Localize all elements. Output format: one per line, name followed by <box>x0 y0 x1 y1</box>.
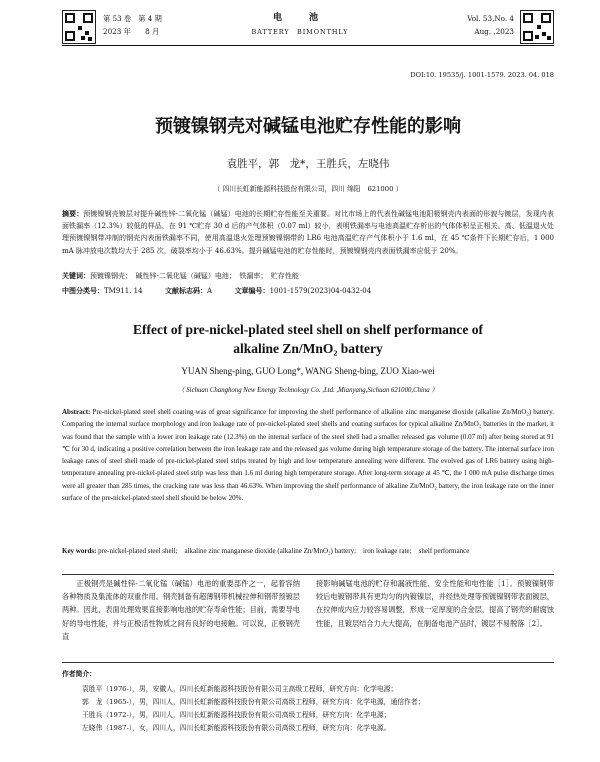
keywords-zh-text: 预镀镍钢壳； 碱性锌-二氧化锰（碱锰）电池； 铁漏率； 贮存性能 <box>90 272 299 280</box>
header-vol-en: Vol. 53,No. 4 <box>467 14 514 23</box>
footnote-line: 袁胜平（1976-），男，安徽人，四川长虹新能源科技股份有限公司主高级工程师，研究方向：化学电源； <box>82 685 398 693</box>
keywords-zh-label: 关键词： <box>62 271 90 280</box>
header-rule <box>62 45 554 46</box>
classification-line <box>62 285 554 297</box>
affiliation-zh: （ 四川长虹新能源科技股份有限公司，四川 绵阳 621000 ） <box>213 185 403 193</box>
class-value: TM911. 14 <box>104 287 143 295</box>
qr-code-right <box>520 10 554 44</box>
footnote-line: 左晓伟（1987-），女，四川人，四川长虹新能源科技股份有限公司高级工程师，研究方向：化学电源。 <box>82 724 391 732</box>
footnote-line: 王胜兵（1972-），男，四川人，四川长虹新能源科技股份有限公司高级工程师，研究方向：化学电源； <box>82 711 391 719</box>
authors-en: YUAN Sheng-ping, GUO Long*, WANG Sheng-bing, ZUO Xiao-wei <box>181 366 435 376</box>
keywords-en <box>62 545 554 570</box>
journal-name: 电 池 <box>272 13 327 23</box>
abstract-en-text: Pre-nickel-plated steel shell coating was of great significance for improving the shelf performance of alkaline zinc manganese dioxide (alkaline Zn/MnO₂) battery. Comparing the internal surface morphology and iron leakage rate of pre-nickel-plated steel shells and coating surfaces for typical alkaline Zn/MnO₂ batteries in the market, it was found that the sample with a lower iron leakage rate (12.3%) on the internal surface of the steel shell had a smaller released gas volume (0.07 ml) after being stored at 91 ℃ for 30 d, indicating a positive correlation between the iron leakage rate and the released gas volume during high temperature storage of the battery. The internal surface iron leakage rates of steel shell made of pre-nickel-plated steel strips treated by high and low temperature annealing were different. The evolved gas of LR6 battery using high-temperature annealing pre-nickel-plated steel strip was less than 1.6 ml during high temperature storage. After long-term storage at 45 ℃, the 1 000 mA pulse discharge times were all greater than 285 times, the cracking rate was less than 46.63%. When improving the shelf performance of alkaline Zn/MnO₂ battery, the iron leakage rate on the inner surface of the pre-nickel-plated steel shell should be below 20%. <box>62 408 554 503</box>
keywords-en-text: pre-nickel-plated steel shell; alkaline zinc manganese dioxide (alkaline Zn/MnO₂) battery; iron leakage rate; shelf performance <box>98 547 470 555</box>
body-right-column: 接影响碱锰电池的贮存和漏液性能、安全性能和电性能［1］。预镀镍钢带较后电镀钢带具有更均匀的内镀镍层，并经热处理等预镀镍钢带表面镀层，在拉伸成内应力较容易调整，形成一定厚度的合金层，提高了钢壳的耐腐蚀性能，且镀层结合力大大提高，在制备电池产品时，镀层不易脱落［2］。 <box>316 579 554 628</box>
section-rule <box>62 574 554 575</box>
header-date-en: Aug. ,2023 <box>474 27 514 36</box>
journal-name-en: BATTERY BIMONTHLY <box>251 28 349 36</box>
footnote-label: 作者简介： <box>62 670 96 678</box>
footnote-rule <box>62 662 554 663</box>
header-volume: 第 53 卷 第 4 期 <box>103 14 162 23</box>
doc-code-value: A <box>207 287 213 295</box>
abstract-en <box>62 406 554 542</box>
affiliation-en: （ Sichuan Changhong New Energy Technology Co. ,Ltd. ,Mianyang,Sichuan 621000,China ） <box>177 387 439 394</box>
page-title-zh: 预镀镍钢壳对碱锰电池贮存性能的影响 <box>155 116 461 137</box>
keywords-en-label: Key words: <box>62 547 97 555</box>
article-no-label: 文章编号： <box>234 286 270 295</box>
abstract-zh-text: 预镀镍钢壳镀层对提升碱性锌-二氧化锰（碱锰）电池的长期贮存性能至关重要。对比市场上的代表性碱锰电池阳极钢壳内表面的形貌与镀层，发现内表面铁漏率（12.3%）较低的样品，在 91 ℃贮存 30 d 后的产气体积（0.07 ml）较小，表明铁漏率与电池高温贮存析出的气体体积呈正相关。高、低温退火处理预镀镍钢带冲制的钢壳内表面铁漏率不同，使用高温退火处理预镀镍钢带的 LR6 电池高温贮存产气体积小于 1.6 ml，在 45 ℃条件下长期贮存后，1 000 mA 脉冲放电次数均大于 285 次，破裂率均小于 46.63%。提升碱锰电池的贮存性能时，预镀镍钢壳内表面铁漏率应低于 20%。 <box>62 210 554 255</box>
abstract-en-label: Abstract: <box>62 408 91 416</box>
page-title-en-line1: Effect of pre-nickel-plated steel shell on shelf performance of <box>133 322 483 337</box>
class-label: 中图分类号： <box>62 286 104 295</box>
abstract-zh <box>62 208 554 268</box>
header-date: 2023 年 8 月 <box>103 27 160 36</box>
body-left-column: 正极钢壳是碱性锌-二氧化锰（碱锰）电池的重要部件之一，起着容纳各种物质及集流体的双重作用。钢壳制备有超薄钢带机械拉伸和钢带预镀层两种。因此，表面处理效果直接影响电池的贮存寿命性能；目前，需要导电好的导电性能，并与正极活性物质之间有良好的电接触。可以说，正极钢壳直 <box>62 579 300 641</box>
authors-zh: 袁胜平，郭 龙*，王胜兵，左晓伟 <box>226 158 390 170</box>
article-no-value: 1001-1579(2023)04-0432-04 <box>269 287 372 295</box>
abstract-zh-label: 摘要： <box>62 209 84 218</box>
doi: DOI:10. 19535/j. 1001-1579. 2023. 04. 018 <box>410 71 554 79</box>
footnote-line: 郭 龙（1965-），男，四川人，四川长虹新能源科技股份有限公司高级工程师，研究方向：化学电源，通信作者； <box>82 698 425 706</box>
page-title-en-line2: alkaline Zn/MnO₂ battery <box>233 341 383 356</box>
keywords-zh <box>62 270 554 282</box>
doc-code-label: 文献标志码： <box>165 286 208 295</box>
